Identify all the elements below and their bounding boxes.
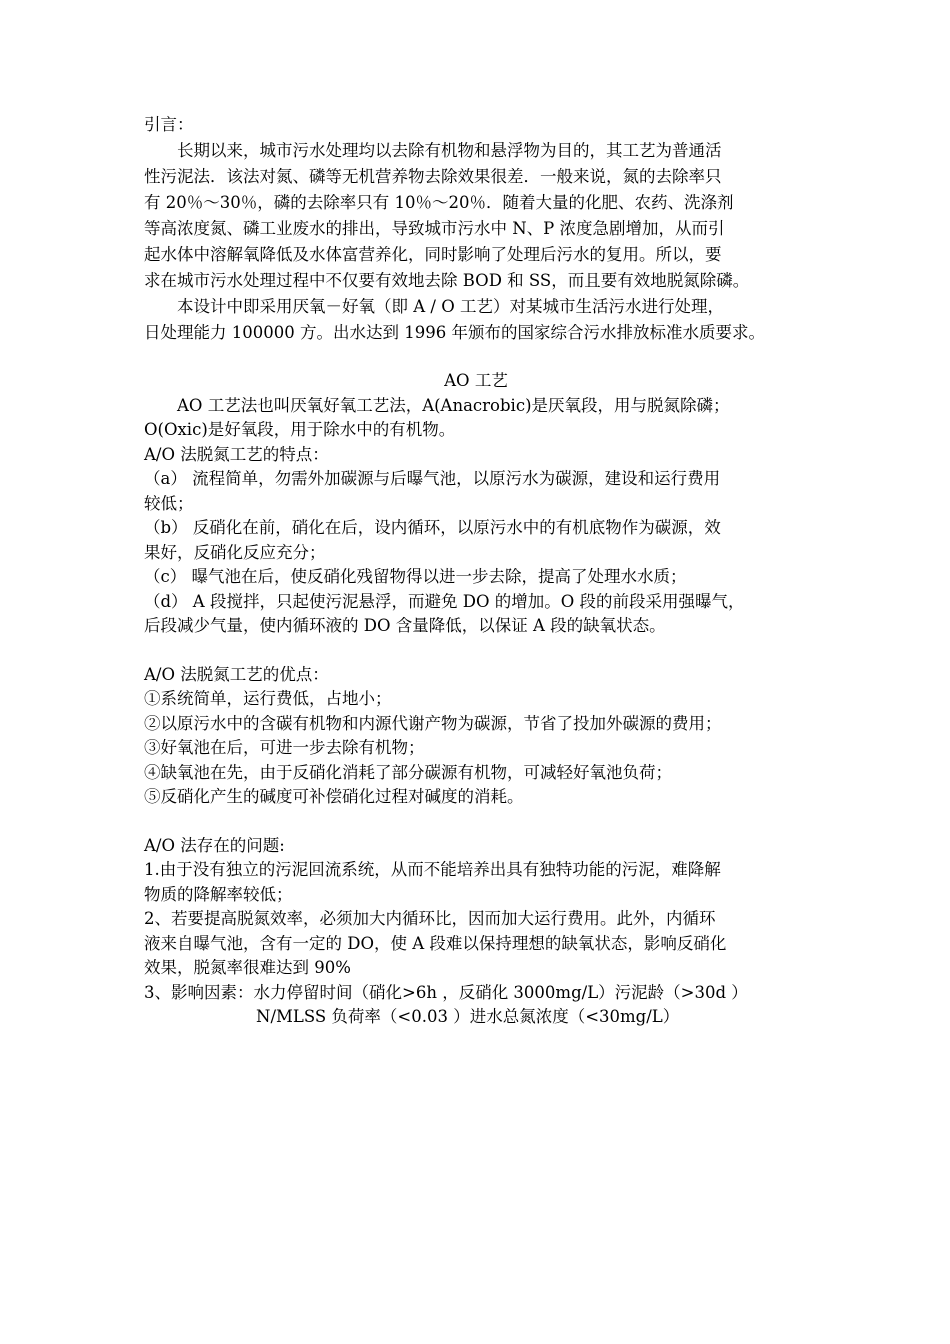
feature-line: 后段减少气量，使内循环液的 DO 含量降低，以保证 A 段的缺氧状态。	[144, 616, 666, 635]
intro-p1-line: 求在城市污水处理过程中不仅要有效地去除 BOD 和 SS，而且要有效地脱氮除磷。	[144, 271, 750, 290]
feature-line: （c） 曝气池在后，使反硝化残留物得以进一步去除，提高了处理水水质；	[144, 567, 687, 586]
advantages-heading: A/O 法脱氮工艺的优点：	[144, 664, 329, 684]
problem-line: N/MLSS 负荷率（<0.03 ）进水总氮浓度（<30mg/L）	[256, 1007, 680, 1026]
advantage-line: ①系统简单，运行费低，占地小；	[144, 689, 392, 708]
feature-line: 果好，反硝化反应充分；	[144, 542, 326, 562]
ao-desc-line: O(Oxic)是好氧段，用于除水中的有机物。	[144, 420, 456, 439]
advantage-line: ⑤反硝化产生的碱度可补偿硝化过程对碱度的消耗。	[144, 787, 524, 806]
intro-heading: 引言：	[144, 115, 194, 134]
problem-line: 液来自曝气池，含有一定的 DO，使 A 段难以保持理想的缺氧状态，影响反硝化	[144, 933, 727, 953]
advantage-line: ④缺氧池在先，由于反硝化消耗了部分碳源有机物，可减轻好氧池负荷；	[144, 762, 672, 782]
intro-p1-line: 性污泥法．该法对氮、磷等无机营养物去除效果很差．一般来说，氮的去除率只	[144, 167, 722, 186]
intro-p1-line: 等高浓度氮、磷工业废水的排出，导致城市污水中 N、P 浓度急剧增加，从而引	[144, 219, 725, 238]
section-title: AO 工艺	[444, 371, 508, 390]
intro-section	[144, 112, 808, 346]
feature-line: 较低；	[144, 493, 194, 513]
ao-desc-line: AO 工艺法也叫厌氧好氧工艺法，A(Anacrobic)是厌氧段，用与脱氮除磷；	[177, 395, 730, 415]
problem-line: 3、影响因素：水力停留时间（硝化>6h ，反硝化 3000mg/L）污泥龄（>30d ）	[144, 982, 748, 1002]
intro-p1-line: 起水体中溶解氧降低及水体富营养化，同时影响了处理后污水的复用。所以，要	[144, 245, 722, 264]
problem-line: 效果，脱氮率很难达到 90%	[144, 958, 351, 977]
intro-p2-line: 日处理能力 100000 方。出水达到 1996 年颁布的国家综合污水排放标准水质要求。	[144, 323, 765, 342]
document-page	[144, 112, 808, 1030]
problems-heading: A/O 法存在的问题:	[144, 835, 285, 855]
features-heading: A/O 法脱氮工艺的特点：	[144, 444, 329, 464]
intro-p2-line: 本设计中即采用厌氧－好氧（即 A / O 工艺）对某城市生活污水进行处理，	[177, 297, 724, 316]
ao-section	[144, 369, 808, 1030]
intro-p1-line: 有 20％～30％，磷的去除率只有 10％～20％．随着大量的化肥、农药、洗涤剂	[144, 193, 734, 212]
problem-line: 物质的降解率较低；	[144, 884, 293, 904]
feature-line: （d） A 段搅拌，只起使污泥悬浮，而避免 DO 的增加。O 段的前段采用强曝气，	[144, 591, 745, 611]
intro-p1-line: 长期以来，城市污水处理均以去除有机物和悬浮物为目的，其工艺为普通活	[177, 141, 722, 160]
advantage-line: ③好氧池在后，可进一步去除有机物；	[144, 738, 425, 757]
feature-line: （b） 反硝化在前，硝化在后，设内循环，以原污水中的有机底物作为碳源，效	[144, 518, 721, 537]
feature-line: （a） 流程简单，勿需外加碳源与后曝气池，以原污水为碳源，建设和运行费用	[144, 469, 721, 488]
advantage-line: ②以原污水中的含碳有机物和内源代谢产物为碳源，节省了投加外碳源的费用；	[144, 713, 722, 733]
problem-line: 1.由于没有独立的污泥回流系统，从而不能培养出具有独特功能的污泥，难降解	[144, 860, 721, 879]
problem-line: 2、若要提高脱氮效率，必须加大内循环比，因而加大运行费用。此外，内循环	[144, 909, 716, 928]
